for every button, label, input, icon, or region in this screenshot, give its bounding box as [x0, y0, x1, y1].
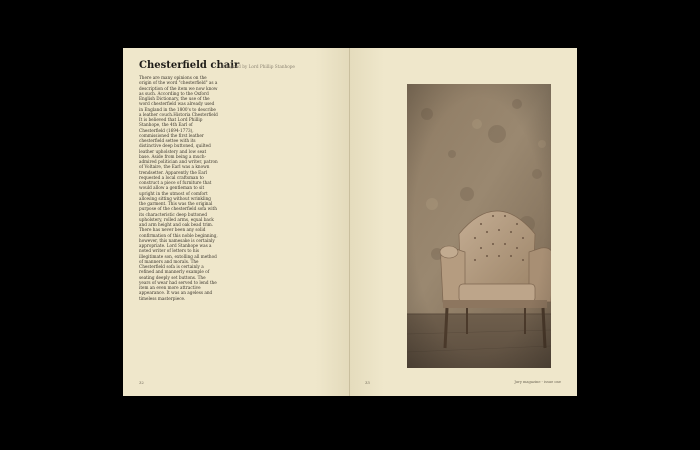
page-number-left: 32 [139, 380, 144, 385]
page-number-right: 33 [365, 380, 370, 385]
left-page [123, 48, 350, 396]
running-head: Jury magazine - issue one [514, 380, 561, 384]
right-page [350, 48, 577, 396]
article-title: Chesterfield chair [139, 60, 240, 71]
article-body: There are many opinions on the origin of the word "chesterfield" as a description of the item we now know as such. According to the Oxford English Dictionary, the use of the word chesterfield was already used in England in the 1800's to describe a leather couch.Historia Chesterfield It is believed that Lord Phillip Stanhope, the 4th Earl of Chesterfield (1694-1773), commissioned the first leather chesterfield settee with its distinctive deep buttoned, quilted leather upholstery and low seat base. Aside from being a much-admired politician and writer, patron of Voltaire, the Earl was a known trendsetter. Apparently the Earl requested a local craftsman to construct a piece of furniture that would allow a gentleman to sit upright in the utmost of comfort allowing sitting without wrinkling the garment. This was the original purpose of the chesterfield sofa with its characteristic deep buttoned upholstery, rolled arms, equal back and arm height and oak bead trim. There has never been any solid confirmation of this noble beginning, however, this namesake is certainly appropriate. Lord Stanhope was a noted writer of letters to his illegitimate son, extolling all method of manners and morals. The Chesterfield sofa is certainly a refined and mannerly example of seating deeply set buttons. The years of wear had served to lend the item an even more attractive appearance. It was an ageless and timeless masterpiece. [139, 75, 218, 301]
magazine-spread [123, 48, 577, 396]
article-credit: Designed by Lord Phillip Stanhope [221, 64, 295, 69]
chesterfield-chair-photo [407, 84, 551, 368]
